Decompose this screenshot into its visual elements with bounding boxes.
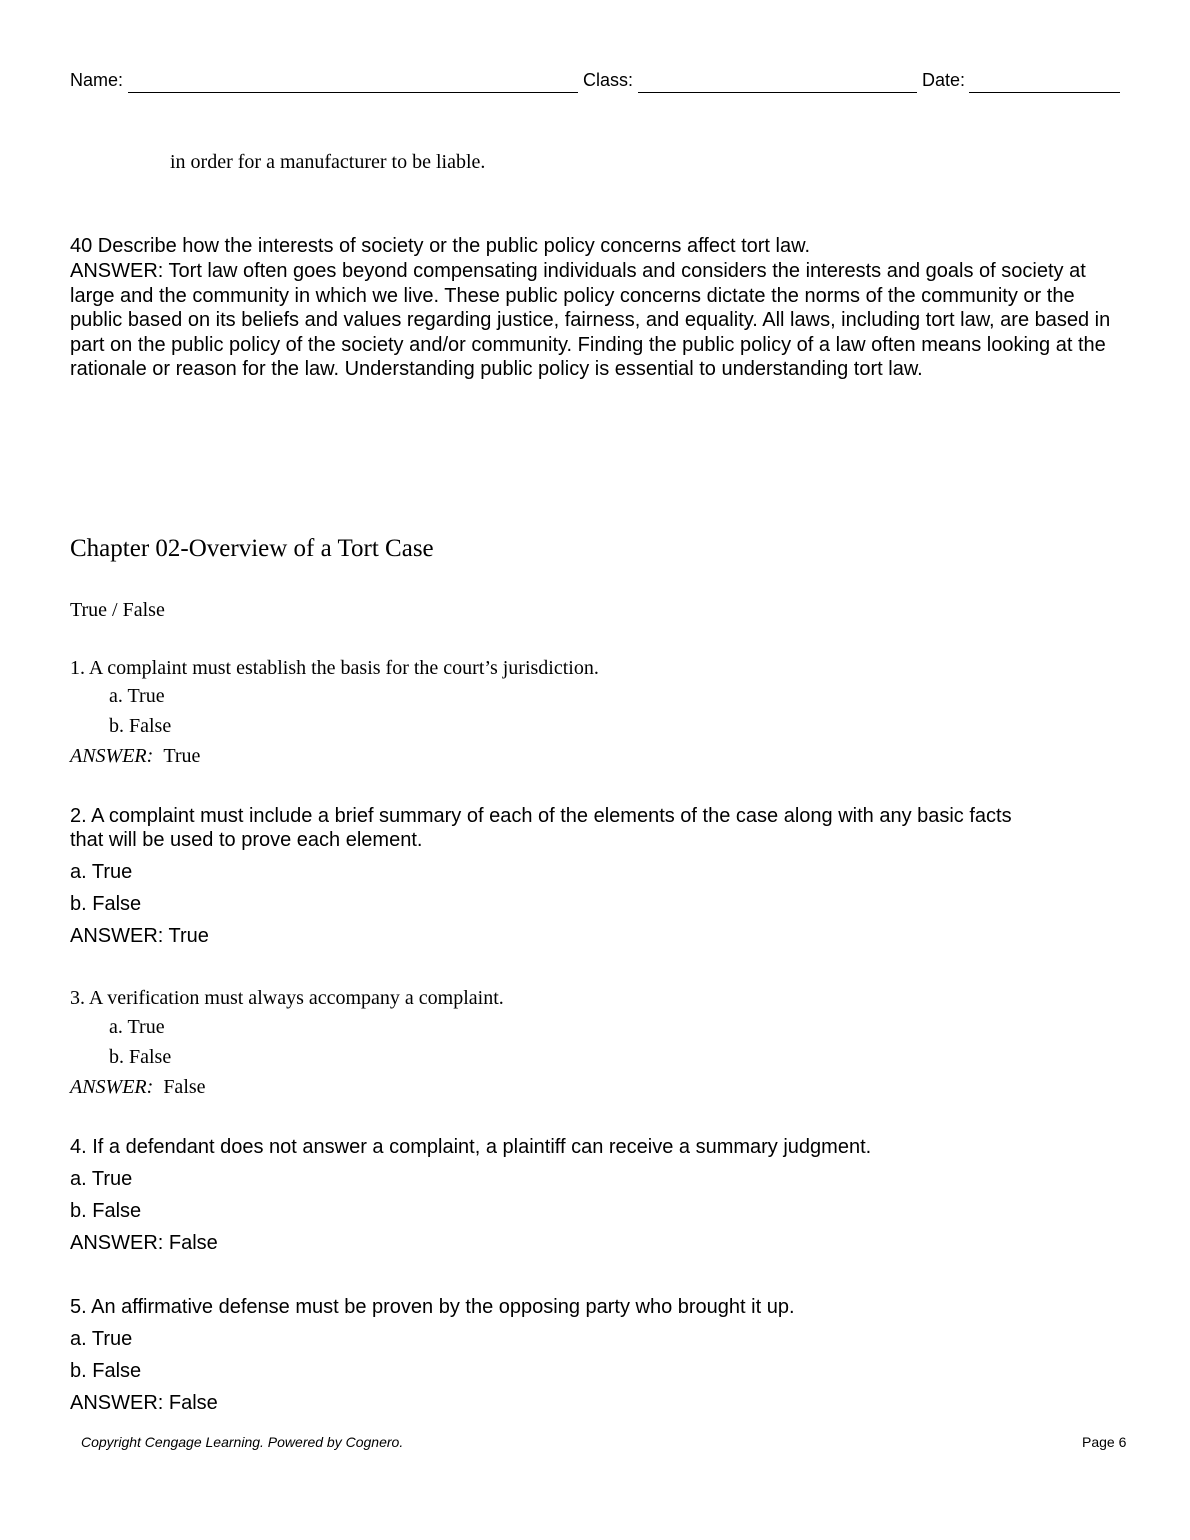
q3-text: 3. A verification must always accompany a complaint. — [70, 987, 504, 1009]
q5-option-b[interactable]: b. False — [70, 1360, 142, 1382]
q3-answer-label: ANSWER: — [70, 1076, 154, 1098]
q4-answer: ANSWER: False — [70, 1232, 218, 1254]
chapter-title: Chapter 02-Overview of a Tort Case — [70, 535, 434, 562]
name-label: Name: — [70, 70, 124, 90]
q3-option-b[interactable]: b. False — [109, 1046, 172, 1068]
q1-option-a[interactable]: a. True — [109, 685, 165, 707]
q3-answer-value: False — [163, 1076, 206, 1098]
q5-answer: ANSWER: False — [70, 1392, 218, 1414]
q40-answer: ANSWER: Tort law often goes beyond compensating individuals and considers the interests and goals of society at large and the community in which we live. These public policy concerns dictate the norms of the community or the public based on its beliefs and values regarding justice, fairness, and equality. All laws, including tort law, are based in part on the public policy of the society and/or community. Finding the public policy of a law often means looking at the rationale or reason for the law. Understanding public policy is essential to understanding tort law. — [70, 260, 1111, 381]
footer-copyright: Copyright Cengage Learning. Powered by Cognero. — [81, 1434, 404, 1450]
q2-answer: ANSWER: True — [70, 925, 209, 947]
q1-answer-label: ANSWER: — [70, 745, 154, 767]
q2-text-line1: 2. A complaint must include a brief summary of each of the elements of the case along with any basic facts — [70, 805, 1012, 827]
q5-text: 5. An affirmative defense must be proven by the opposing party who brought it up. — [70, 1296, 795, 1318]
q1-text: 1. A complaint must establish the basis for the court’s jurisdiction. — [70, 657, 599, 679]
class-label: Class: — [583, 70, 634, 90]
q1-answer — [70, 745, 200, 768]
continuation-text: in order for a manufacturer to be liable. — [170, 151, 486, 173]
q4-option-b[interactable]: b. False — [70, 1200, 142, 1222]
q2-text-line2: that will be used to prove each element. — [70, 829, 423, 851]
q1-answer-value: True — [163, 745, 201, 767]
q4-text: 4. If a defendant does not answer a complaint, a plaintiff can receive a summary judgment. — [70, 1136, 872, 1158]
name-field-line[interactable] — [128, 92, 578, 93]
class-field-line[interactable] — [638, 92, 917, 93]
q3-option-a[interactable]: a. True — [109, 1016, 165, 1038]
q3-answer — [70, 1076, 206, 1099]
q2-option-b[interactable]: b. False — [70, 893, 142, 915]
q4-option-a[interactable]: a. True — [70, 1168, 133, 1190]
section-title: True / False — [70, 599, 165, 621]
q40-question: 40 Describe how the interests of society or the public policy concerns affect tort law. — [70, 235, 810, 257]
date-field-line[interactable] — [969, 92, 1120, 93]
q5-option-a[interactable]: a. True — [70, 1328, 133, 1350]
date-label: Date: — [922, 70, 966, 90]
footer-page-number: Page 6 — [1082, 1434, 1127, 1450]
q1-option-b[interactable]: b. False — [109, 715, 172, 737]
q2-option-a[interactable]: a. True — [70, 861, 133, 883]
